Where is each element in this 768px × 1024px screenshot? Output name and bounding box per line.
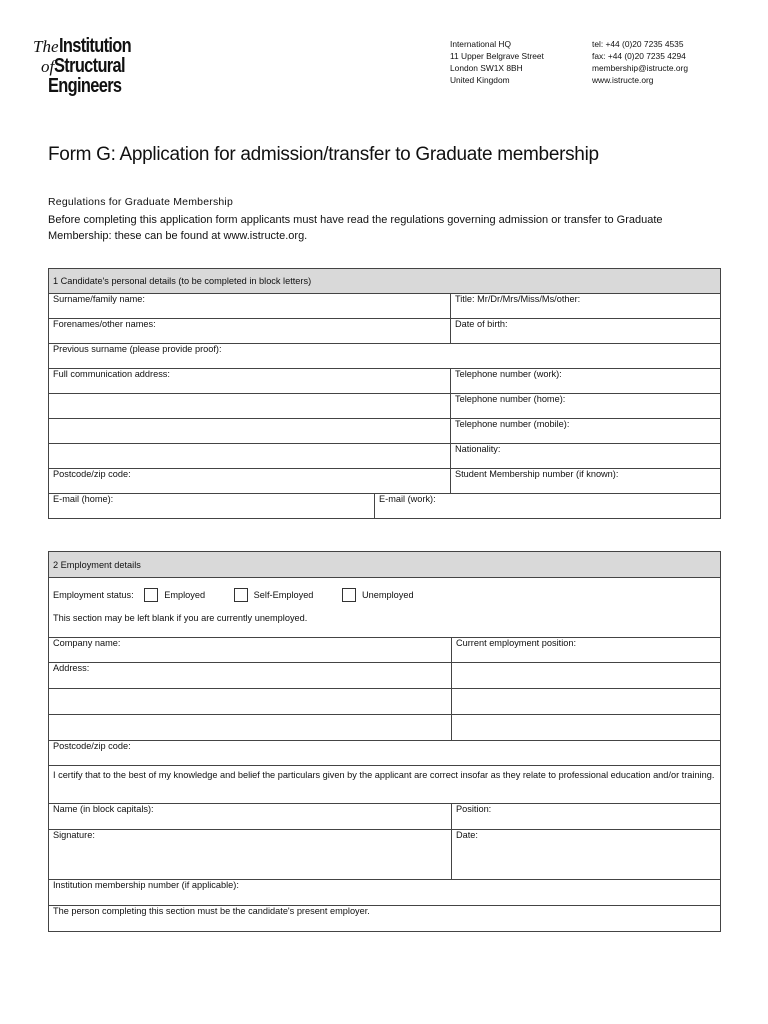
self-employed-label: Self-Employed <box>253 590 314 600</box>
previous-surname-field[interactable]: Previous surname (please provide proof): <box>49 344 721 369</box>
email-home-field[interactable]: E-mail (home): <box>49 494 375 519</box>
employer-note: The person completing this section must be the candidate's present employer. <box>49 906 721 932</box>
section2-heading: 2 Employment details <box>49 552 721 578</box>
email-work-field[interactable]: E-mail (work): <box>375 494 721 519</box>
unemployed-checkbox[interactable] <box>342 588 356 602</box>
logo-structural: Structural <box>54 55 126 77</box>
unemployed-label: Unemployed <box>361 590 414 600</box>
employment-details-section <box>48 551 721 932</box>
logo-engineers: Engineers <box>48 75 122 97</box>
contact-website[interactable]: www.istructe.org <box>592 75 654 85</box>
company-name-field[interactable]: Company name: <box>49 638 452 663</box>
surname-field[interactable]: Surname/family name: <box>49 294 451 319</box>
logo-of: of <box>41 57 55 76</box>
date-field[interactable]: Date: <box>452 830 721 880</box>
dob-field[interactable]: Date of birth: <box>451 319 721 344</box>
form-title-text: Application for admission/transfer to Graduate membership <box>119 144 599 165</box>
institution-number-field[interactable]: Institution membership number (if applicable): <box>49 880 721 906</box>
forenames-field[interactable]: Forenames/other names: <box>49 319 451 344</box>
blank-field[interactable] <box>452 689 721 715</box>
blank-field[interactable] <box>452 663 721 689</box>
logo-the: The <box>33 37 59 56</box>
employed-label: Employed <box>164 590 206 600</box>
personal-details-section <box>48 268 721 519</box>
contact-details <box>592 38 688 86</box>
certification-statement: I certify that to the best of my knowledge and belief the particulars given by the applicant are correct insofar as they relate to professional education and/or training. <box>49 766 721 804</box>
student-number-field[interactable]: Student Membership number (if known): <box>451 469 721 494</box>
section1-heading: 1 Candidate's personal details (to be completed in block letters) <box>49 269 721 294</box>
company-address-line[interactable] <box>49 689 452 715</box>
tel-mobile-field[interactable]: Telephone number (mobile): <box>451 419 721 444</box>
postcode-field[interactable]: Postcode/zip code: <box>49 469 451 494</box>
title-field[interactable]: Title: Mr/Dr/Mrs/Miss/Ms/other: <box>451 294 721 319</box>
employment-status-label: Employment status: <box>53 590 134 600</box>
employed-checkbox[interactable] <box>144 588 158 602</box>
current-position-field[interactable]: Current employment position: <box>452 638 721 663</box>
self-employed-checkbox[interactable] <box>234 588 248 602</box>
tel-home-field[interactable]: Telephone number (home): <box>451 394 721 419</box>
form-title-prefix: Form G: <box>48 144 116 165</box>
company-address-field[interactable]: Address: <box>49 663 452 689</box>
address-line: London SW1X 8BH <box>450 63 523 73</box>
address-line: International HQ <box>450 39 511 49</box>
certifier-position-field[interactable]: Position: <box>452 804 721 830</box>
institution-logo <box>33 36 146 97</box>
unemployed-note: This section may be left blank if you are currently unemployed. <box>53 613 308 623</box>
employment-status-row <box>49 578 721 638</box>
signature-field[interactable]: Signature: <box>49 830 452 880</box>
address-line-field[interactable] <box>49 444 451 469</box>
contact-email[interactable]: membership@istructe.org <box>592 63 689 73</box>
company-address-line[interactable] <box>49 715 452 741</box>
address-line: United Kingdom <box>450 75 510 85</box>
certifier-name-field[interactable]: Name (in block capitals): <box>49 804 452 830</box>
form-title <box>48 144 599 166</box>
nationality-field[interactable]: Nationality: <box>451 444 721 469</box>
regulations-body: Before completing this application form applicants must have read the regulations governing admission or transfer to Graduate Membership: these can be found at www.istructe.org. <box>48 214 663 242</box>
regulations-heading: Regulations for Graduate Membership <box>48 196 234 208</box>
company-postcode-field[interactable]: Postcode/zip code: <box>49 741 721 766</box>
tel-work-field[interactable]: Telephone number (work): <box>451 369 721 394</box>
address-line-field[interactable] <box>49 394 451 419</box>
address-line-field[interactable] <box>49 419 451 444</box>
logo-institution: Institution <box>58 35 131 57</box>
blank-field[interactable] <box>452 715 721 741</box>
hq-address <box>450 38 544 86</box>
address-line: 11 Upper Belgrave Street <box>450 51 544 61</box>
contact-fax: fax: +44 (0)20 7235 4294 <box>592 51 686 61</box>
address-field[interactable]: Full communication address: <box>49 369 451 394</box>
contact-tel: tel: +44 (0)20 7235 4535 <box>592 39 684 49</box>
